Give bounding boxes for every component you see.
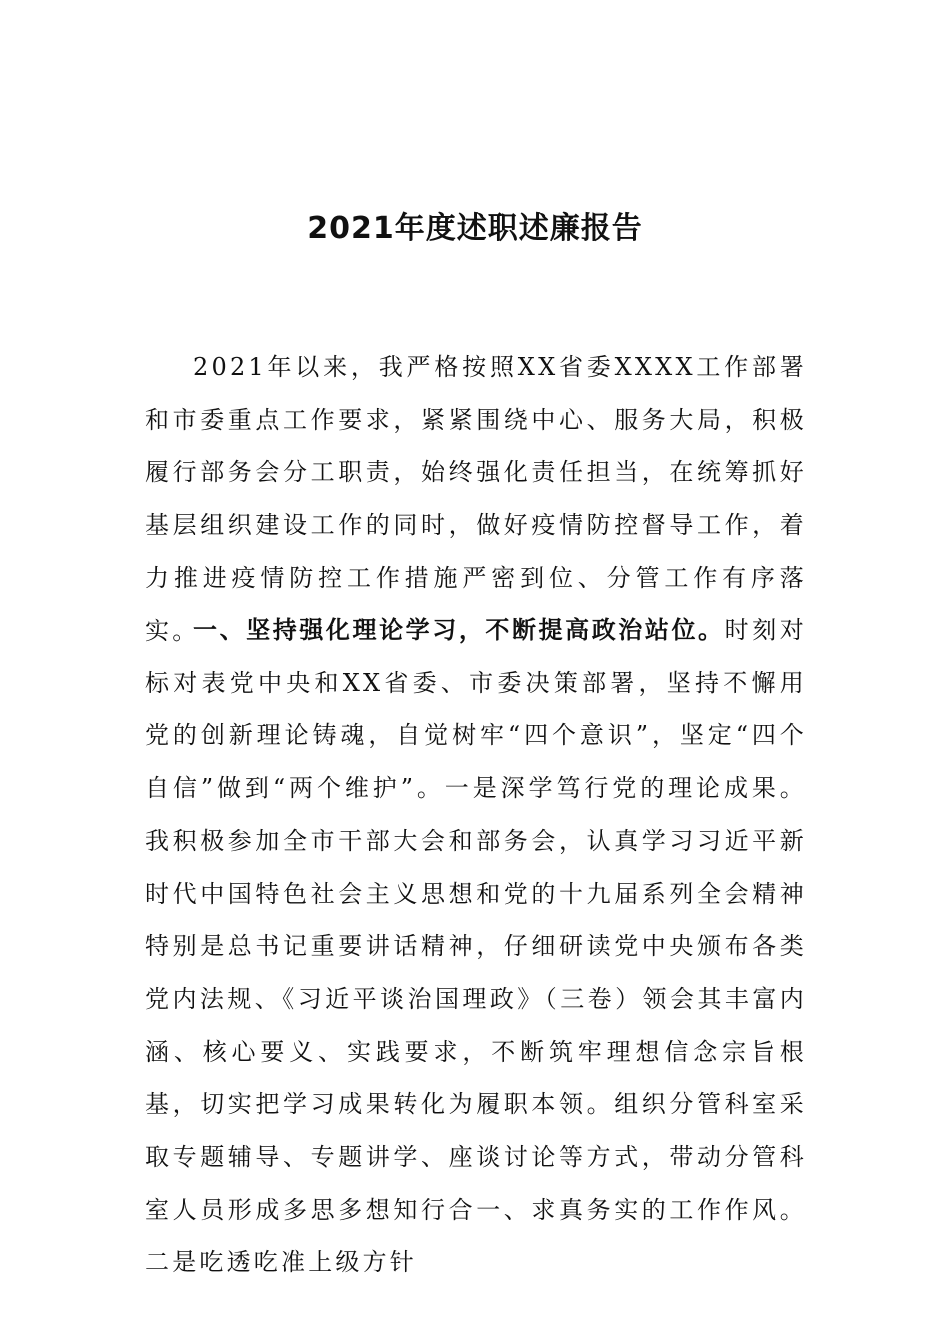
document-title: 2021年度述职述廉报告 [307,211,643,246]
section-one-heading: 一、坚持强化理论学习，不断提高政治站位。 [193,616,725,644]
intro-paragraph: 2021年以来，我严格按照XX省委XXXX工作部署和市委重点工作要求，紧紧围绕中心、服务大局，积极履行部务会分工职责，始终强化责任担当，在统筹抓好基层组织建设工作的同时，做好疫情防控督导工作，着力推进疫情防控工作措施严密到位、分管工作有序落实。 [145,353,807,645]
section-one-paragraph [145,604,807,1289]
section-one-block [145,604,807,1289]
section-one-body: 时刻对标对表党中央和XX省委、市委决策部署，坚持不懈用党的创新理论铸魂，自觉树牢“四个意识”，坚定“四个自信”做到“两个维护”。一是深学笃行党的理论成果。我积极参加全市干部大会和部务会，认真学习习近平新时代中国特色社会主义思想和党的十九届系列全会精神特别是总书记重要讲话精神，仔细研读党中央颁布各类党内法规、《习近平谈治国理政》（三卷）领会其丰富内涵、核心要义、实践要求，不断筑牢理想信念宗旨根基，切实把学习成果转化为履职本领。组织分管科室采取专题辅导、专题讲学、座谈讨论等方式，带动分管科室人员形成多思多想知行合一、求真务实的工作作风。二是吃透吃准上级方针 [145,616,808,1277]
